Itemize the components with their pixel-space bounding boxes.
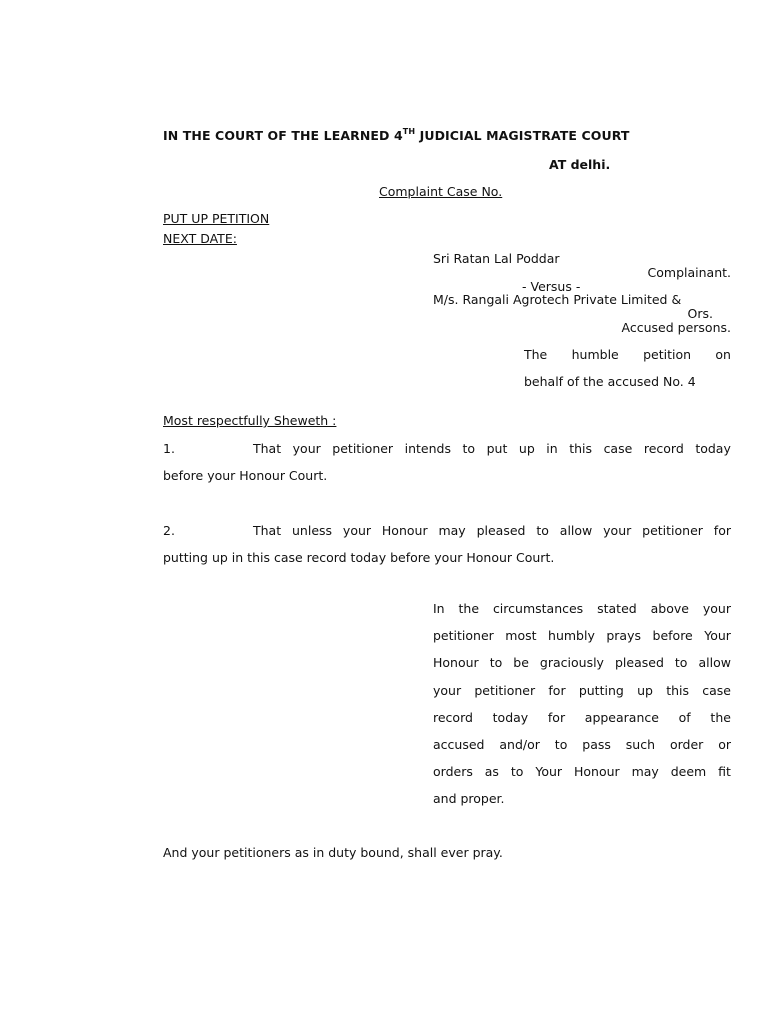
word: today xyxy=(492,710,529,725)
closing-line: And your petitioners as in duty bound, shall ever pray. xyxy=(163,845,503,860)
word: Honour xyxy=(381,523,428,538)
word: graciously xyxy=(539,655,604,670)
prayer-line xyxy=(433,791,731,806)
word: putting xyxy=(578,683,624,698)
word: case xyxy=(603,441,633,456)
word: to xyxy=(674,655,688,670)
prayer-line xyxy=(433,737,731,752)
word: appearance xyxy=(584,710,659,725)
word: Your xyxy=(704,628,731,643)
word: stated xyxy=(597,601,637,616)
word: Your xyxy=(535,764,563,779)
paragraph-1-line2: before your Honour Court. xyxy=(163,468,328,483)
word: intends xyxy=(404,441,451,456)
word: Honour xyxy=(573,764,620,779)
word: of xyxy=(678,710,691,725)
word: your xyxy=(702,601,731,616)
court-location: AT delhi. xyxy=(549,157,611,172)
word: or xyxy=(718,737,731,752)
word: above xyxy=(650,601,689,616)
word: in xyxy=(546,441,558,456)
word: on xyxy=(715,347,731,362)
word: accused xyxy=(433,737,485,752)
word: put xyxy=(486,441,508,456)
word: to xyxy=(462,441,476,456)
complainant-name: Sri Ratan Lal Poddar xyxy=(433,251,560,266)
word: humbly xyxy=(548,628,595,643)
word: up xyxy=(518,441,535,456)
word: record xyxy=(433,710,473,725)
word: your xyxy=(342,523,372,538)
paragraph-1-number: 1. xyxy=(163,441,175,456)
word: be xyxy=(513,655,529,670)
word: In xyxy=(433,601,445,616)
word: petitioner xyxy=(474,683,536,698)
paragraph-2-line1 xyxy=(253,523,731,538)
court-heading xyxy=(163,128,630,143)
prayer-line xyxy=(433,710,731,725)
complaint-case-label: Complaint Case No. xyxy=(379,184,503,199)
word: and proper. xyxy=(433,791,505,806)
word: That xyxy=(253,441,282,456)
next-date-label: NEXT DATE: xyxy=(163,231,237,246)
word: petitioner xyxy=(433,628,494,643)
accused-name: M/s. Rangali Agrotech Private Limited & xyxy=(433,292,682,307)
word: deem xyxy=(670,764,707,779)
prayer-line xyxy=(433,628,731,643)
word: pass xyxy=(582,737,611,752)
word: up xyxy=(637,683,653,698)
word: pleased xyxy=(476,523,526,538)
word: The xyxy=(524,347,548,362)
paragraph-1-line1 xyxy=(253,441,731,456)
word: your xyxy=(433,683,462,698)
court-heading-rest: JUDICIAL MAGISTRATE COURT xyxy=(415,128,630,144)
paragraph-2-number: 2. xyxy=(163,523,175,538)
prayer-line xyxy=(433,601,731,616)
word: may xyxy=(438,523,466,538)
word: most xyxy=(505,628,537,643)
put-up-petition-label: PUT UP PETITION xyxy=(163,211,270,226)
word: petitioner xyxy=(332,441,394,456)
word: the xyxy=(458,601,480,616)
word: this xyxy=(666,683,689,698)
accused-label: Accused persons. xyxy=(621,320,731,335)
versus-label: - Versus - xyxy=(522,279,581,294)
word: before xyxy=(652,628,693,643)
word: for xyxy=(547,710,566,725)
court-heading-ordinal: TH xyxy=(402,127,416,136)
word: to xyxy=(536,523,549,538)
word: case xyxy=(702,683,731,698)
petition-title-line2: behalf of the accused No. 4 xyxy=(524,374,696,389)
word: your xyxy=(603,523,632,538)
word: petition xyxy=(643,347,692,362)
word: orders xyxy=(433,764,473,779)
word: the xyxy=(710,710,731,725)
paragraph-2-line2: putting up in this case record today before your Honour Court. xyxy=(163,550,555,565)
word: order xyxy=(669,737,704,752)
prayer-line xyxy=(433,655,731,670)
word: record xyxy=(643,441,684,456)
sheweth-heading: Most respectfully Sheweth : xyxy=(163,413,337,428)
accused-ors: Ors. xyxy=(687,306,713,321)
word: allow xyxy=(559,523,593,538)
word: to xyxy=(489,655,503,670)
word: as xyxy=(484,764,499,779)
court-heading-text: IN THE COURT OF THE LEARNED 4 xyxy=(163,128,403,144)
word: petitioner xyxy=(642,523,703,538)
word: prays xyxy=(606,628,642,643)
word: That xyxy=(253,523,282,538)
word: Honour xyxy=(433,655,479,670)
word: may xyxy=(631,764,659,779)
word: for xyxy=(713,523,731,538)
word: to xyxy=(510,764,524,779)
word: humble xyxy=(571,347,619,362)
word: for xyxy=(548,683,566,698)
prayer-line xyxy=(433,683,731,698)
word: unless xyxy=(292,523,333,538)
word: pleased xyxy=(614,655,664,670)
complainant-label: Complainant. xyxy=(647,265,731,280)
word: circumstances xyxy=(492,601,584,616)
word: allow xyxy=(698,655,731,670)
word: your xyxy=(292,441,321,456)
word: this xyxy=(569,441,593,456)
word: fit xyxy=(718,764,731,779)
word: such xyxy=(625,737,656,752)
word: and/or xyxy=(499,737,540,752)
petition-title-line1 xyxy=(524,347,731,362)
word: today xyxy=(695,441,731,456)
prayer-line xyxy=(433,764,731,779)
word: to xyxy=(554,737,568,752)
